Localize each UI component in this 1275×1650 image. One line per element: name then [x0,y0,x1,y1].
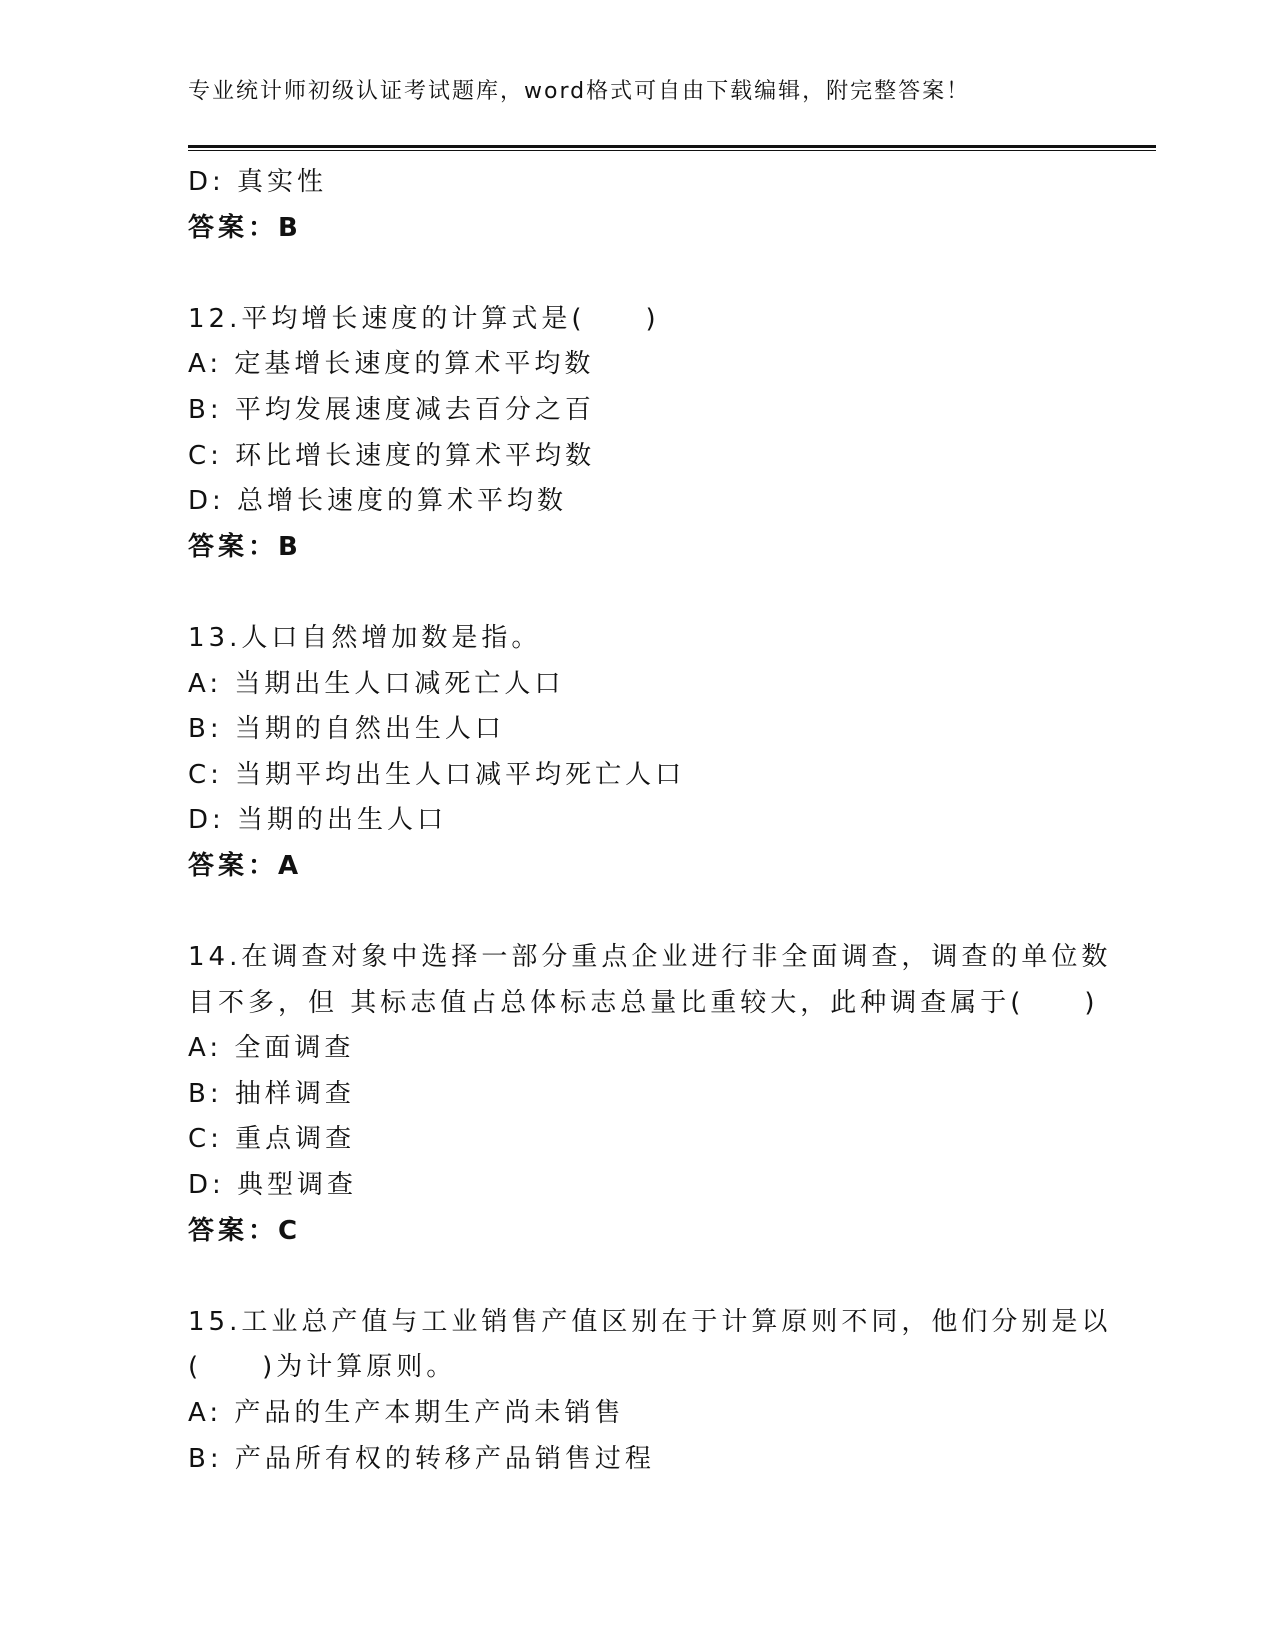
option-d: D: 典型调查 [188,1170,358,1201]
answer: 答案：B [188,531,302,562]
spacer [188,251,1088,297]
spacer [188,890,1088,936]
spacer [188,570,1088,616]
option-c: C: 环比增长速度的算术平均数 [188,440,596,471]
option-d: D: 当期的出生人口 [188,805,448,836]
answer: 答案：C [188,1215,302,1246]
question-stem-line2: ( )为计算原则。 [188,1352,457,1383]
page-header: 专业统计师初级认证考试题库，word格式可自由下载编辑，附完整答案！ [188,79,971,104]
question-stem: 13.人口自然增加数是指。 [188,622,542,653]
option-d: D: 总增长速度的算术平均数 [188,486,568,517]
option-c: C: 当期平均出生人口减平均死亡人口 [188,759,686,790]
option-a: A: 当期出生人口减死亡人口 [188,668,565,699]
question-stem-line1: 14.在调查对象中选择一部分重点企业进行非全面调查，调查的单位数 [188,942,1112,973]
option-b: B: 产品所有权的转移产品销售过程 [188,1443,655,1474]
answer: 答案：A [188,850,303,881]
option-b: B: 当期的自然出生人口 [188,714,505,745]
option-a: A: 全面调查 [188,1033,355,1064]
spacer [188,1254,1088,1300]
answer: 答案：B [188,212,302,243]
option-b: B: 平均发展速度减去百分之百 [188,394,595,425]
option-c: C: 重点调查 [188,1124,356,1155]
header-rule-thin [188,150,1156,151]
option-a: A: 定基增长速度的算术平均数 [188,349,595,380]
question-content [188,160,1112,1482]
option-a: A: 产品的生产本期生产尚未销售 [188,1398,625,1429]
option-b: B: 抽样调查 [188,1078,355,1109]
question-stem-line1: 15.工业总产值与工业销售产值区别在于计算原则不同，他们分别是以 [188,1306,1112,1337]
option-d: D: 真实性 [188,167,328,197]
question-stem-line2: 目不多，但 其标志值占总体标志总量比重较大，此种调查属于( ) [188,987,1099,1018]
header-rule-thick [188,145,1156,148]
question-stem: 12.平均增长速度的计算式是( ) [188,303,660,334]
